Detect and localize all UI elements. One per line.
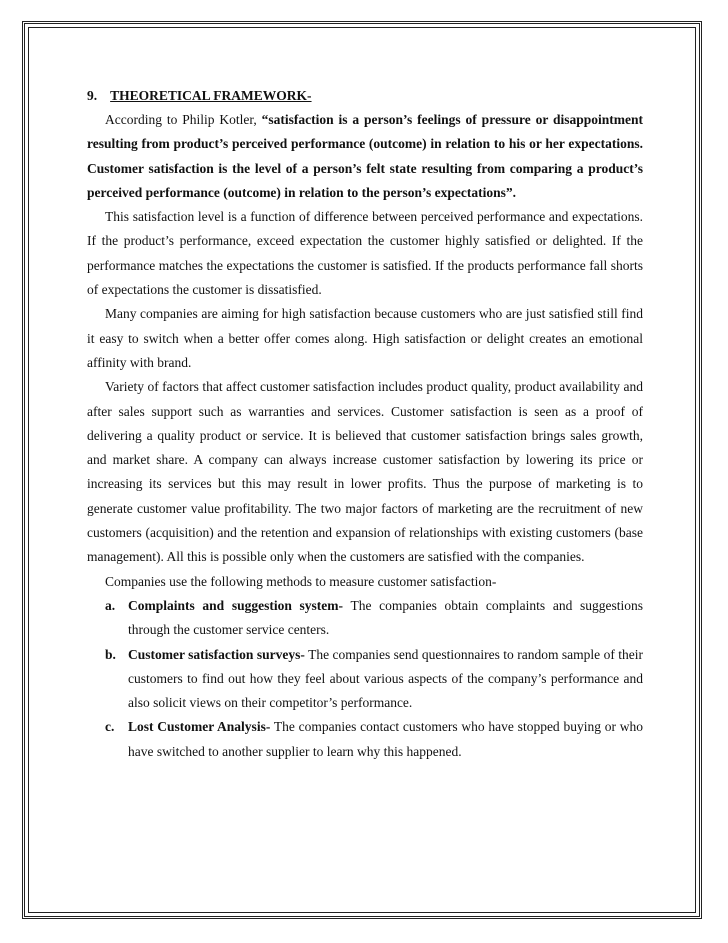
list-item-complaints [87,594,643,643]
method-term: Complaints and suggestion system- [128,597,344,613]
methods-list [87,594,643,764]
section-heading [87,84,643,108]
method-description: The companies obtain complaints and suggestions through the customer service centers. [128,597,643,638]
paragraph-kotler-definition [87,108,643,205]
paragraph-intro-text: According to Philip Kotler, [105,112,262,127]
kotler-quote: “satisfaction is a person’s feelings of pressure or disappointment resulting from product’s perceived performance (outcome) in relation to his or her expectations. Customer satisfaction is the level of a person’s felt state resulting from comparing a product’s perceived performance (outcome) in relation to the person’s expectations”. [87,112,643,200]
section-title: THEORETICAL FRAMEWORK- [110,88,312,103]
paragraph-factors: Variety of factors that affect customer satisfaction includes product quality, product availability and after sales support such as warranties and services. Customer satisfaction is seen as a proof of delivering a quality product or service. It is believed that customer satisfaction brings sales growth, and market share. A company can always increase customer satisfaction by lowering its price or increasing its services but this may result in lower profits. Thus the purpose of marketing is to generate customer value profitability. The two major factors of marketing are the recruitment of new customers (acquisition) and the retention and expansion of relationships with existing customers (base management). All this is possible only when the customers are satisfied with the companies. [87,379,643,565]
paragraph-satisfaction-level: This satisfaction level is a function of difference between perceived performance and expectations. If the product’s performance, exceed expectation the customer highly satisfied or delighted. If the performance matches the expectations the customer is satisfied. If the products performance fall shorts of expectations the customer is dissatisfied. [87,209,643,298]
document-body [87,84,643,764]
paragraph-high-satisfaction: Many companies are aiming for high satisfaction because customers who are just satisfied still find it easy to switch when a better offer comes along. High satisfaction or delight creates an emotional affinity with brand. [87,306,643,370]
list-item-lost-customer [87,715,643,764]
method-term: Customer satisfaction surveys- [128,646,305,662]
list-marker: b. [105,646,116,662]
method-description: The companies contact customers who have stopped buying or who have switched to another supplier to learn why this happened. [128,719,644,759]
list-marker: a. [105,597,116,613]
methods-list-intro: Companies use the following methods to measure customer satisfaction- [105,573,497,589]
section-number: 9. [87,88,98,103]
method-description: The companies send questionnaires to random sample of their customers to find out how they feel about various aspects of the company’s performance and also solicit views on their competitor’s performance. [128,646,644,711]
list-marker: c. [105,719,115,735]
method-term: Lost Customer Analysis- [128,719,271,735]
list-item-surveys [87,643,643,716]
